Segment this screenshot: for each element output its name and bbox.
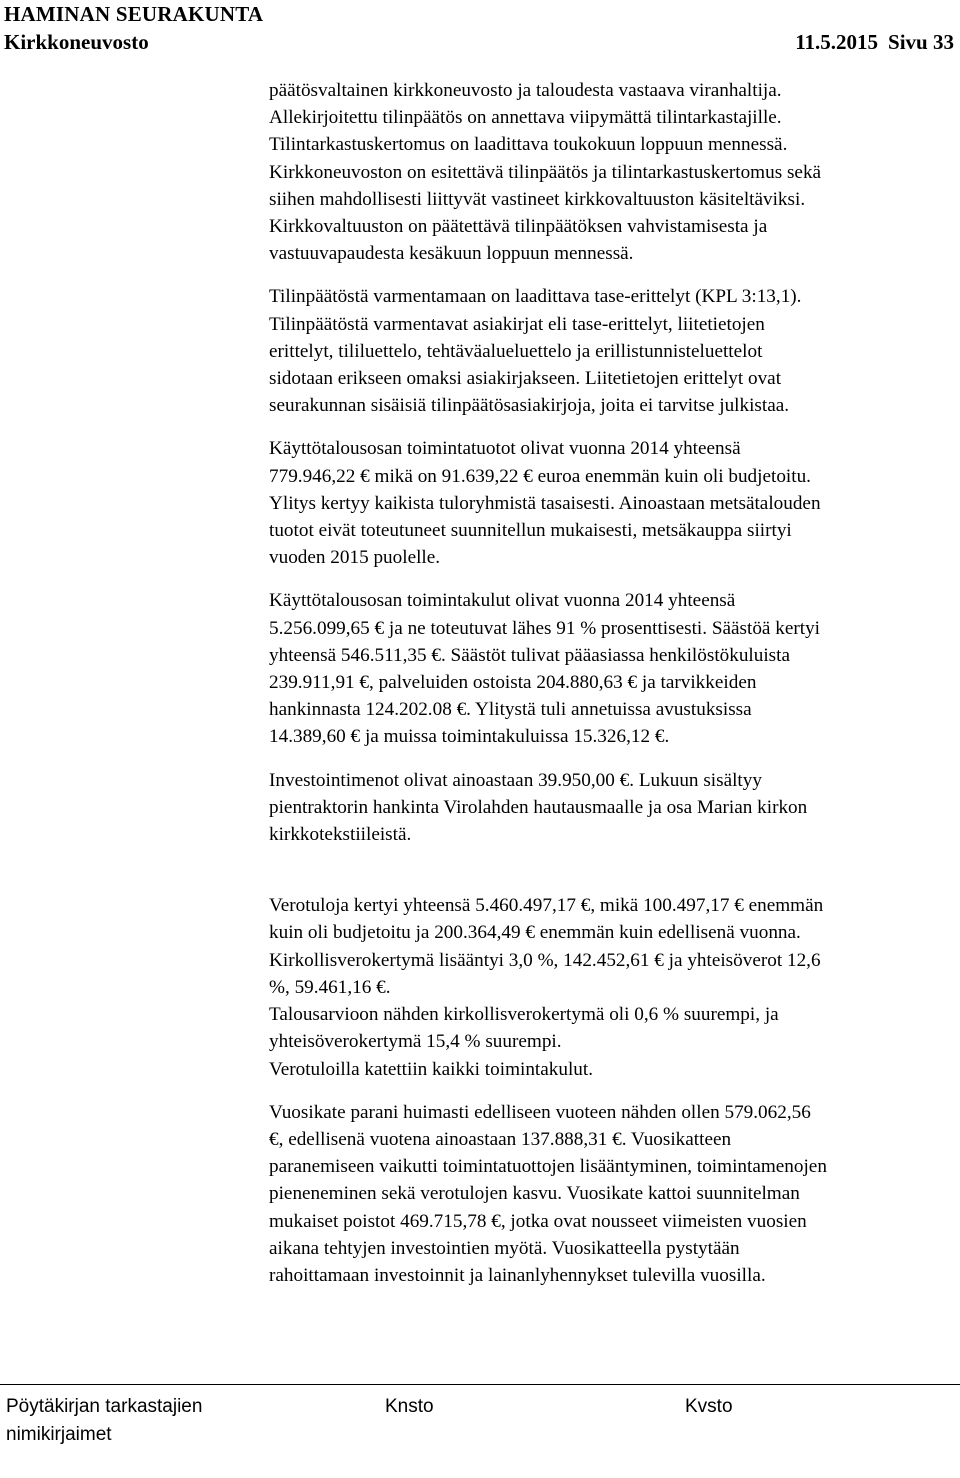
text-line: hankinnasta 124.202.08 €. Ylitystä tuli annetuissa avustuksissa [269, 699, 752, 721]
header-date: 11.5.2015 [795, 30, 879, 54]
text-line: Vuosikate parani huimasti edelliseen vuoteen nähden ollen 579.062,56 [269, 1101, 811, 1123]
text-line: Investointimenot olivat ainoastaan 39.950,00 €. Lukuun sisältyy [269, 769, 762, 791]
text-line: siihen mahdollisesti liittyvät vastineet kirkkovaltuuston käsiteltäviksi. [269, 188, 806, 210]
text-line: Ylitys kertyy kaikista tuloryhmistä tasaisesti. Ainoastaan metsätalouden [269, 492, 821, 514]
text-line: tuotot eivät toteutuneet suunnitellun mukaisesti, metsäkauppa siirtyi [269, 520, 792, 542]
text-line: erittelyt, tililuettelo, tehtäväalueluettelo ja erillistunnisteluettelot [269, 340, 763, 362]
footer-divider [0, 1384, 960, 1385]
text-line: Allekirjoitettu tilinpäätös on annettava viipymättä tilintarkastajille. [269, 107, 782, 129]
footer-knsto-label: Knsto [385, 1396, 434, 1417]
header-body-name: Kirkkoneuvosto [4, 30, 149, 54]
text-line: Tilinpäätöstä varmentavat asiakirjat eli tase-erittelyt, liitetietojen [269, 313, 765, 335]
text-line: pieneneminen sekä verotulojen kasvu. Vuosikate kattoi suunnitelman [269, 1183, 800, 1205]
text-line: 779.946,22 € mikä on 91.639,22 € euroa enemmän kuin oli budjetoitu. [269, 465, 811, 487]
text-line: Verotuloilla katettiin kaikki toimintakulut. [269, 1058, 594, 1080]
text-line: kuin oli budjetoitu ja 200.364,49 € enemmän kuin edellisenä vuonna. [269, 922, 801, 944]
text-line: €, edellisenä vuotena ainoastaan 137.888,31 €. Vuosikatteen [269, 1128, 732, 1150]
header-organization: HAMINAN SEURAKUNTA [4, 2, 264, 26]
text-line: yhteisöverokertymä 15,4 % suurempi. [269, 1031, 562, 1053]
text-line: pientraktorin hankinta Virolahden hautausmaalle ja osa Marian kirkon [269, 796, 808, 818]
text-line: 5.256.099,65 € ja ne toteutuvat lähes 91 % prosenttisesti. Säästöä kertyi [269, 617, 821, 639]
text-line: Kirkollisverokertymä lisääntyi 3,0 %, 142.452,61 € ja yhteisöverot 12,6 [269, 949, 821, 971]
text-line: mukaiset poistot 469.715,78 €, jotka ovat nousseet viimeisten vuosien [269, 1210, 807, 1232]
text-line: Kirkkovaltuuston on päätettävä tilinpäätöksen vahvistamisesta ja [269, 216, 768, 238]
text-line: seurakunnan sisäisiä tilinpäätösasiakirjoja, joita ei tarvitse julkistaa. [269, 395, 790, 417]
text-line: päätösvaltainen kirkkoneuvosto ja taloudesta vastaava viranhaltija. [269, 80, 782, 101]
text-line: aikana tehtyjen investointien myötä. Vuosikatteella pystytään [269, 1237, 740, 1259]
header-page-number: Sivu 33 [888, 30, 954, 54]
text-line: yhteensä 546.511,35 €. Säästöt tulivat pääasiassa henkilöstökuluista [269, 644, 790, 666]
footer-kvsto-label: Kvsto [685, 1396, 733, 1417]
document-body [269, 77, 949, 1289]
text-line: Kirkkoneuvoston on esitettävä tilinpäätös ja tilintarkastuskertomus sekä [269, 161, 822, 183]
text-line: rahoittamaan investoinnit ja lainanlyhennykset tulevilla vuosilla. [269, 1264, 766, 1286]
text-line: vuoden 2015 puolelle. [269, 547, 441, 569]
text-line: %, 59.461,16 €. [269, 976, 391, 998]
text-line: sidotaan erikseen omaksi asiakirjakseen. Liitetietojen erittelyt ovat [269, 368, 782, 390]
header-date-page [785, 30, 954, 54]
text-line: Verotuloja kertyi yhteensä 5.460.497,17 €, mikä 100.497,17 € enemmän [269, 895, 824, 917]
text-line: Tilinpäätöstä varmentamaan on laadittava tase-erittelyt (KPL 3:13,1). [269, 286, 802, 308]
text-line: Käyttötalousosan toimintakulut olivat vuonna 2014 yhteensä [269, 590, 736, 612]
text-line: Talousarvioon nähden kirkollisverokertymä oli 0,6 % suurempi, ja [269, 1004, 779, 1026]
text-line: Tilintarkastuskertomus on laadittava toukokuun loppuun mennessä. [269, 134, 788, 156]
text-line: paranemiseen vaikutti toimintatuottojen lisääntyminen, toimintamenojen [269, 1156, 827, 1178]
text-line: 239.911,91 €, palveluiden ostoista 204.880,63 € ja tarvikkeiden [269, 672, 757, 694]
text-line: vastuuvapaudesta kesäkuun loppuun mennessä. [269, 243, 634, 265]
text-line: kirkkotekstiileistä. [269, 824, 412, 846]
footer-signatures-label: Pöytäkirjan tarkastajien nimikirjaimet [6, 1396, 203, 1445]
text-line: 14.389,60 € ja muissa toimintakuluissa 15.326,12 €. [269, 726, 670, 748]
text-line: Käyttötalousosan toimintatuotot olivat vuonna 2014 yhteensä [269, 438, 741, 460]
